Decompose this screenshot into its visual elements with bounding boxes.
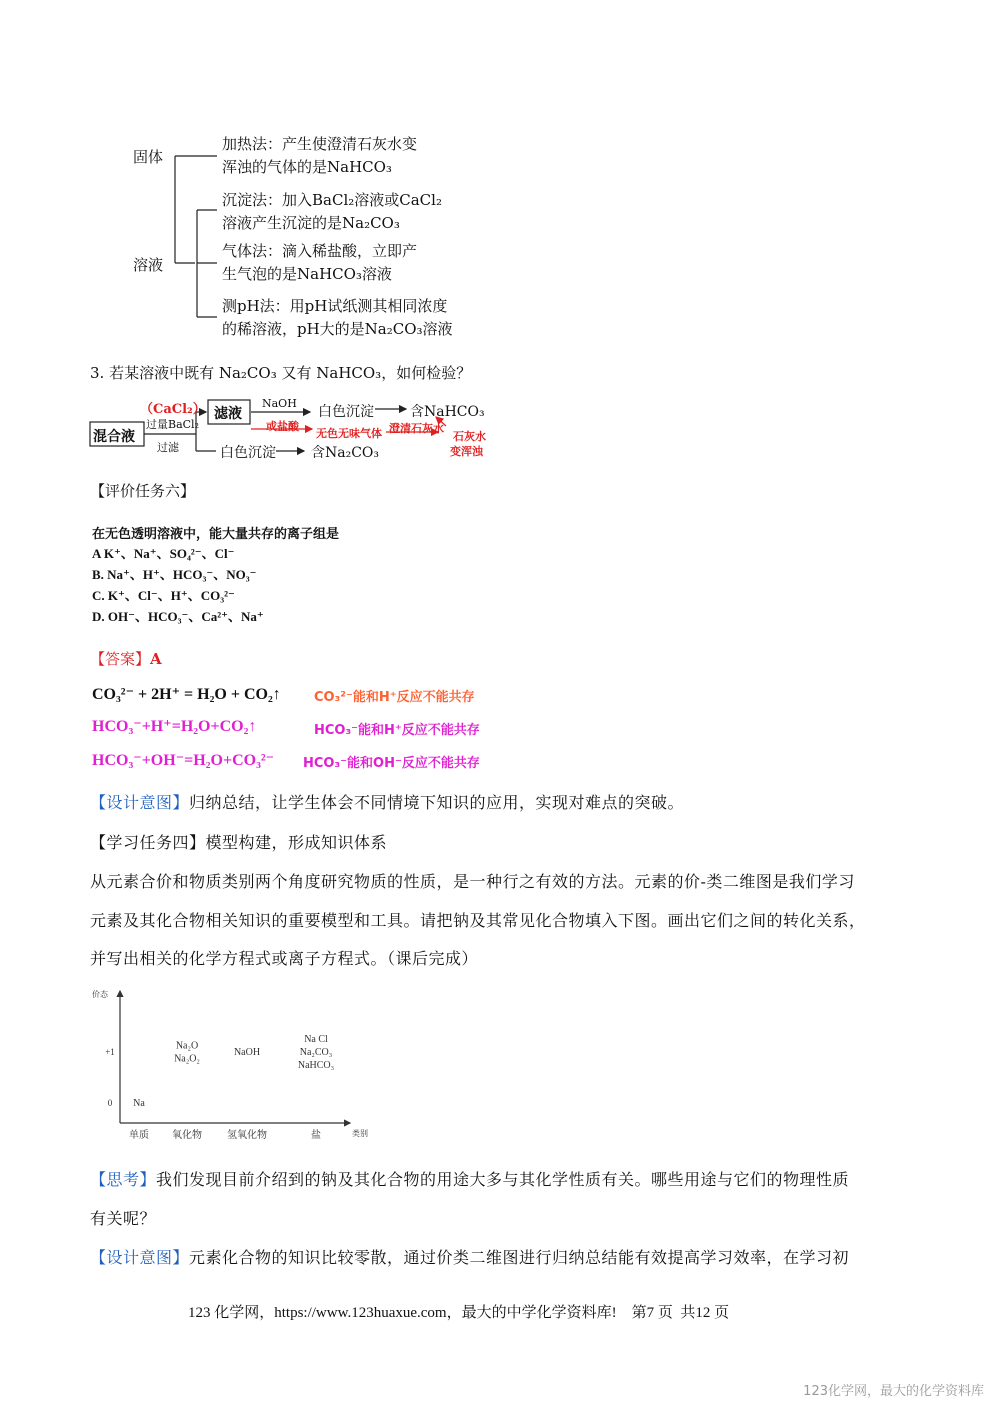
equation-3: HCO₃⁻+OH⁻=H₂O+CO₃²⁻ (92, 752, 275, 769)
watermark: 123化学网，最大的化学资料库 (803, 1384, 984, 1399)
limewater-reagent: 澄清石灰水 (389, 422, 444, 435)
design-intent-1-label: 【设计意图】 (90, 793, 190, 812)
equation-1-note: CO₃²⁻能和H⁺反应不能共存 (314, 690, 475, 705)
white-precipitate-1: 白色沉淀 (318, 404, 374, 420)
x-axis-label: 类别 (352, 1129, 368, 1138)
design-intent-1 (90, 790, 684, 813)
compound-label: Na₂CO₃ (299, 1047, 333, 1058)
option-a: A K⁺、Na⁺、SO₄²⁻、Cl⁻ (92, 546, 235, 561)
compound-label: Na₂O₂ (174, 1053, 200, 1065)
ph-method-line1: 测pH法：用pH试纸测其相同浓度 (222, 297, 448, 315)
design-intent-2-label: 【设计意图】 (90, 1248, 190, 1267)
answer-value: A (150, 650, 162, 668)
compound-label: Na Cl (304, 1034, 328, 1045)
paragraph-line-1: 从元素合价和物质类别两个角度研究物质的性质，是一种行之有效的方法。元素的价-类二维图是我们学习 (90, 872, 855, 891)
contains-nahco3: 含NaHCO₃ (410, 404, 485, 420)
question-3: 3. 若某溶液中既有 Na₂CO₃ 又有 NaHCO₃，如何检验？ (90, 364, 472, 382)
compound-label: Na₂O (175, 1040, 199, 1052)
x-tick-label: 单质 (129, 1130, 149, 1141)
compound-label: Na (133, 1098, 145, 1109)
bacl2-reagent: 过量BaCl₂ (146, 418, 199, 431)
page-footer: 123 化学网，https://www.123huaxue.com，最大的中学化学资料库! 第7 页 共12 页 (188, 1305, 730, 1321)
design-intent-2 (90, 1245, 849, 1268)
x-tick-label: 盐 (311, 1130, 321, 1141)
y-tick-label: 0 (107, 1098, 113, 1108)
equation-3-note: HCO₃⁻能和OH⁻反应不能共存 (303, 756, 480, 771)
x-tick-label: 氧化物 (172, 1130, 202, 1141)
equation-2: HCO₃⁻+H⁺=H₂O+CO₂↑ (92, 718, 257, 735)
mixed-solution-box: 混合液 (93, 429, 135, 445)
or-hcl-reagent: 或盐酸 (266, 420, 299, 433)
option-c: C. K⁺、Cl⁻、H⁺、CO₃²⁻ (92, 588, 235, 603)
think-text-1: 我们发现目前介绍到的钠及其化合物的用途大多与其化学性质有关。哪些用途与它们的物理性质 (156, 1170, 850, 1189)
paragraph-line-3: 并写出相关的化学方程式或离子方程式。（课后完成） (90, 949, 479, 968)
y-axis-label: 价态 (92, 990, 108, 999)
equation-1: CO₃²⁻ + 2H⁺ = H₂O + CO₂↑ (92, 686, 281, 703)
naoh-reagent: NaOH (262, 397, 297, 410)
answer-label: 【答案】 (90, 650, 151, 668)
x-tick-label: 氢氧化物 (227, 1130, 267, 1141)
answer-line (90, 648, 162, 669)
colorless-gas-result: 无色无味气体 (316, 427, 382, 440)
option-d: D. OH⁻、HCO₃⁻、Ca²⁺、Na⁺ (92, 609, 264, 624)
think-line-2: 有关呢？ (90, 1209, 157, 1228)
think-label: 【思考】 (90, 1170, 157, 1189)
compound-label: NaOH (233, 1047, 261, 1058)
gas-method-line2: 生气泡的是NaHCO₃溶液 (222, 265, 392, 283)
think-line-1 (90, 1167, 849, 1190)
design-intent-2-text: 元素化合物的知识比较零散，通过价类二维图进行归纳总结能有效提高学习效率，在学习初 (189, 1248, 850, 1267)
precip-method-line2: 溶液产生沉淀的是Na₂CO₃ (222, 214, 400, 232)
precip-method-line1: 沉淀法：加入BaCl₂溶液或CaCl₂ (222, 191, 442, 209)
heating-method-line1: 加热法：产生使澄清石灰水变 (222, 135, 418, 153)
design-intent-1-text: 归纳总结，让学生体会不同情境下知识的应用，实现对难点的突破。 (189, 793, 685, 812)
limewater-turbid-2: 变浑浊 (450, 445, 483, 458)
learning-task-4: 【学习任务四】模型构建，形成知识体系 (90, 833, 388, 852)
gas-method-line1: 气体法：滴入稀盐酸，立即产 (222, 242, 418, 260)
eval-task-heading: 【评价任务六】 (90, 482, 196, 500)
option-b: B. Na⁺、H⁺、HCO₃⁻、NO₃⁻ (92, 567, 257, 582)
limewater-turbid-1: 石灰水 (453, 430, 486, 443)
paragraph-line-2: 元素及其化合物相关知识的重要模型和工具。请把钠及其常见化合物填入下图。画出它们之间的转化关系， (90, 911, 866, 930)
cacl2-reagent: （CaCl₂） (140, 402, 206, 417)
y-tick-label: +1 (105, 1047, 115, 1057)
compound-label: NaHCO₃ (297, 1060, 335, 1071)
ph-method-line2: 的稀溶液，pH大的是Na₂CO₃溶液 (222, 320, 453, 338)
contains-na2co3: 含Na₂CO₃ (311, 445, 380, 461)
filter-label: 过滤 (157, 441, 179, 454)
solution-label: 溶液 (133, 256, 164, 274)
filtrate-box: 滤液 (214, 406, 242, 422)
equation-2-note: HCO₃⁻能和H⁺反应不能共存 (314, 723, 480, 738)
solid-label: 固体 (133, 148, 164, 166)
mcq-stem: 在无色透明溶液中，能大量共存的离子组是 (92, 527, 340, 542)
heating-method-line2: 浑浊的气体的是NaHCO₃ (222, 158, 392, 176)
valence-category-chart (90, 985, 370, 1145)
white-precipitate-2: 白色沉淀 (220, 445, 276, 461)
